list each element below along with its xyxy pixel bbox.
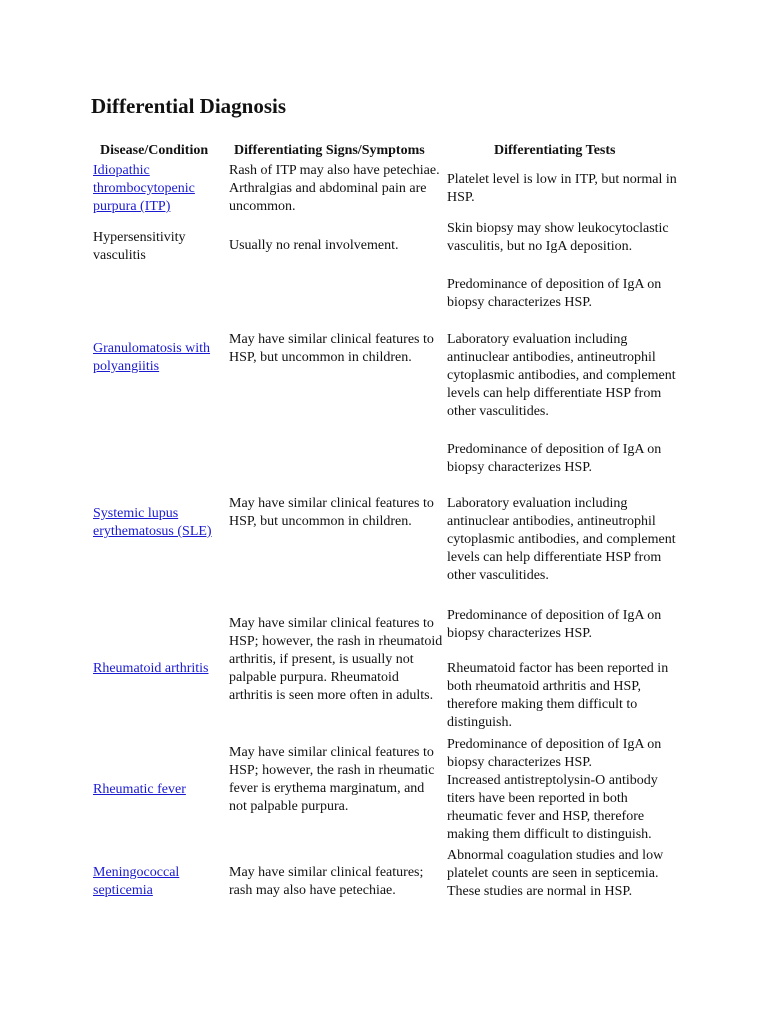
table-header-row: [0, 142, 768, 160]
signs-rheumatic-fever: May have similar clinical features to HSP; however, the rash in rheumatic fever is erythema marginatum, and not palpable purpura.: [229, 745, 435, 814]
tests-granulomatosis-1: Laboratory evaluation including antinuclear antibodies, antineutrophil cytoplasmic antibodies, and complement levels can help differentiate HSP from other vasculitides.: [447, 332, 676, 419]
tests-sle-1: Laboratory evaluation including antinuclear antibodies, antineutrophil cytoplasmic antibodies, and complement levels can help differentiate HSP from other vasculitides.: [447, 496, 676, 583]
condition-link-sle[interactable]: Systemic lupus erythematosus (SLE): [93, 506, 212, 539]
tests-granulomatosis-2: Predominance of deposition of IgA on biopsy characterizes HSP.: [447, 442, 662, 475]
tests-itp-1: Platelet level is low in ITP, but normal in HSP.: [447, 172, 677, 205]
tests-meningococcal-septicemia-1: Abnormal coagulation studies and low platelet counts are seen in septicemia. These studies are normal in HSP.: [447, 848, 664, 899]
signs-sle: May have similar clinical features to HSP, but uncommon in children.: [229, 496, 434, 529]
tests-hypersensitivity-vasculitis-2: Predominance of deposition of IgA on biopsy characterizes HSP.: [447, 277, 662, 310]
signs-granulomatosis: May have similar clinical features to HSP, but uncommon in children.: [229, 332, 434, 365]
header-disease-condition: Disease/Condition: [100, 143, 209, 158]
condition-link-granulomatosis[interactable]: Granulomatosis with polyangiitis: [93, 341, 211, 374]
signs-rheumatoid-arthritis: May have similar clinical features to HSP; however, the rash in rheumatoid arthritis, if present, is usually not palpable purpura. Rheumatoid arthritis is seen more often in adults.: [229, 616, 443, 703]
signs-meningococcal-septicemia: May have similar clinical features; rash may also have petechiae.: [229, 865, 424, 898]
condition-link-rheumatic-fever[interactable]: Rheumatic fever: [93, 782, 186, 797]
tests-rheumatoid-arthritis-2: Predominance of deposition of IgA on biopsy characterizes HSP.: [447, 737, 662, 770]
header-signs-symptoms: Differentiating Signs/Symptoms: [234, 143, 425, 158]
condition-link-meningococcal-septicemia[interactable]: Meningococcal septicemia: [93, 865, 180, 898]
page-title: Differential Diagnosis: [91, 94, 287, 118]
header-tests: Differentiating Tests: [494, 143, 616, 158]
condition-link-itp[interactable]: Idiopathic thrombocytopenic purpura (ITP): [93, 163, 195, 214]
signs-itp: Rash of ITP may also have petechiae. Arthralgias and abdominal pain are uncommon.: [229, 163, 440, 214]
tests-sle-2: Predominance of deposition of IgA on biopsy characterizes HSP.: [447, 608, 662, 641]
signs-hypersensitivity-vasculitis: Usually no renal involvement.: [229, 238, 399, 253]
tests-hypersensitivity-vasculitis-1: Skin biopsy may show leukocytoclastic vasculitis, but no IgA deposition.: [447, 221, 669, 254]
tests-rheumatic-fever-1: Increased antistreptolysin-O antibody titers have been reported in both rheumatic fever and HSP, therefore making them difficult to distinguish.: [447, 773, 658, 842]
condition-hypersensitivity-vasculitis: Hypersensitivity vasculitis: [93, 230, 186, 263]
tests-rheumatoid-arthritis-1: Rheumatoid factor has been reported in both rheumatoid arthritis and HSP, therefore making them difficult to distinguish.: [447, 661, 669, 730]
condition-link-rheumatoid-arthritis[interactable]: Rheumatoid arthritis: [93, 661, 209, 676]
